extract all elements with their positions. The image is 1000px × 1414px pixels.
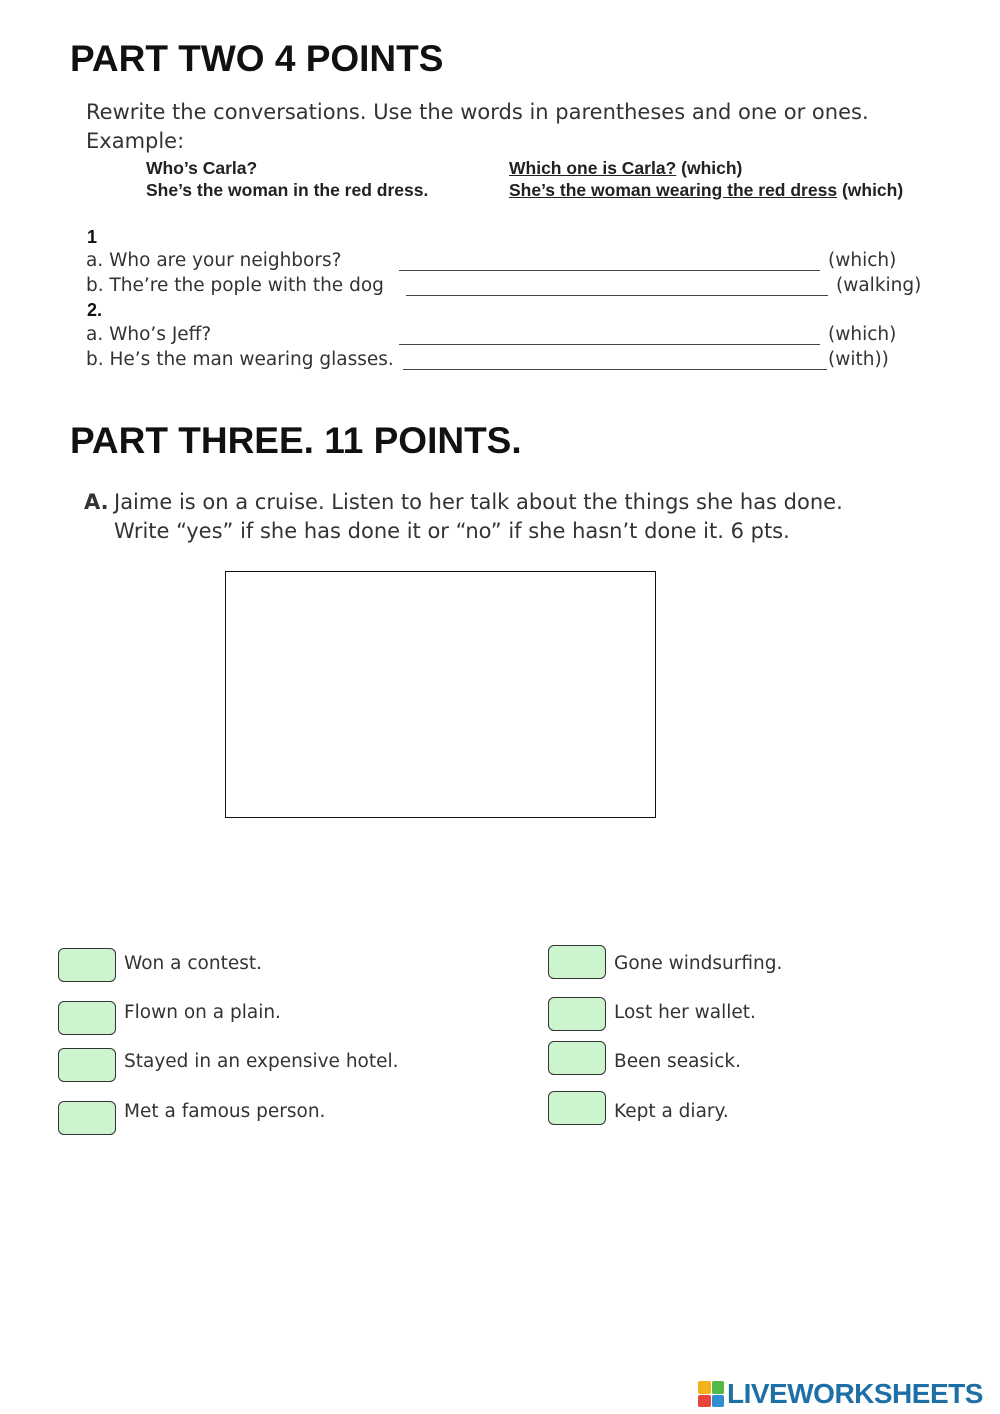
question-2a-prompt: a. Who’s Jeff? (86, 324, 212, 345)
answer-box-kept-diary[interactable] (548, 1091, 606, 1125)
answer-input-2b[interactable] (406, 349, 828, 371)
item-won-contest: Won a contest. (124, 953, 262, 974)
question-group-1-number: 1 (87, 227, 98, 247)
item-met-famous-person: Met a famous person. (124, 1101, 326, 1122)
answer-input-2a[interactable] (402, 324, 821, 346)
answer-box-won-contest[interactable] (58, 948, 116, 982)
example-answer-2-text: She’s the woman wearing the red dress (509, 180, 838, 200)
part-three-title: PART THREE. 11 POINTS. (70, 420, 522, 461)
answer-box-stayed-hotel[interactable] (58, 1048, 116, 1082)
answer-input-1a[interactable] (402, 250, 821, 272)
example-answer-2-hint: (which) (841, 180, 904, 200)
section-a-letter: A. (84, 490, 109, 514)
answer-box-gone-windsurfing[interactable] (548, 945, 606, 979)
item-flown-plain: Flown on a plain. (124, 1002, 281, 1023)
answer-box-been-seasick[interactable] (548, 1041, 606, 1075)
liveworksheets-logo-icon (698, 1381, 724, 1407)
liveworksheets-logo[interactable] (698, 1378, 983, 1410)
part-two-instruction: Rewrite the conversations. Use the words in parentheses and one or ones. (86, 100, 869, 124)
question-2b-prompt: b. He’s the man wearing glasses. (86, 349, 394, 370)
item-lost-wallet: Lost her wallet. (614, 1002, 756, 1023)
answer-input-1b[interactable] (409, 275, 829, 297)
answer-box-lost-wallet[interactable] (548, 997, 606, 1031)
section-a-instruction-line-1: Jaime is on a cruise. Listen to her talk about the things she has done. (114, 490, 843, 514)
liveworksheets-brand-text: LIVEWORKSHEETS (727, 1378, 983, 1409)
answer-box-flown-plain[interactable] (58, 1001, 116, 1035)
example-answer-2 (509, 180, 903, 201)
example-answer-1-hint: (which) (681, 158, 743, 178)
part-two-title: PART TWO 4 POINTS (70, 38, 444, 79)
question-2b-hint: (with)) (828, 349, 889, 370)
example-label: Example: (86, 129, 185, 153)
item-stayed-hotel: Stayed in an expensive hotel. (124, 1051, 399, 1072)
question-1a-hint: (which) (828, 250, 897, 271)
item-been-seasick: Been seasick. (614, 1051, 741, 1072)
example-question-1: Who’s Carla? (146, 158, 258, 178)
section-a-instruction-line-2: Write “yes” if she has done it or “no” if she hasn’t done it. 6 pts. (114, 519, 790, 543)
question-2a-hint: (which) (828, 324, 897, 345)
question-group-2-number: 2. (87, 300, 103, 320)
answer-box-met-famous-person[interactable] (58, 1101, 116, 1135)
question-1a-prompt: a. Who are your neighbors? (86, 250, 342, 271)
item-kept-diary: Kept a diary. (614, 1101, 729, 1122)
example-answer-1-text: Which one is Carla? (509, 158, 677, 178)
audio-player-box[interactable] (225, 571, 656, 818)
item-gone-windsurfing: Gone windsurfing. (614, 953, 783, 974)
question-1b-prompt: b. The’re the pople with the dog (86, 275, 384, 296)
example-answer-1 (509, 158, 742, 179)
example-question-2: She’s the woman in the red dress. (146, 180, 429, 200)
question-1b-hint: (walking) (836, 275, 922, 296)
